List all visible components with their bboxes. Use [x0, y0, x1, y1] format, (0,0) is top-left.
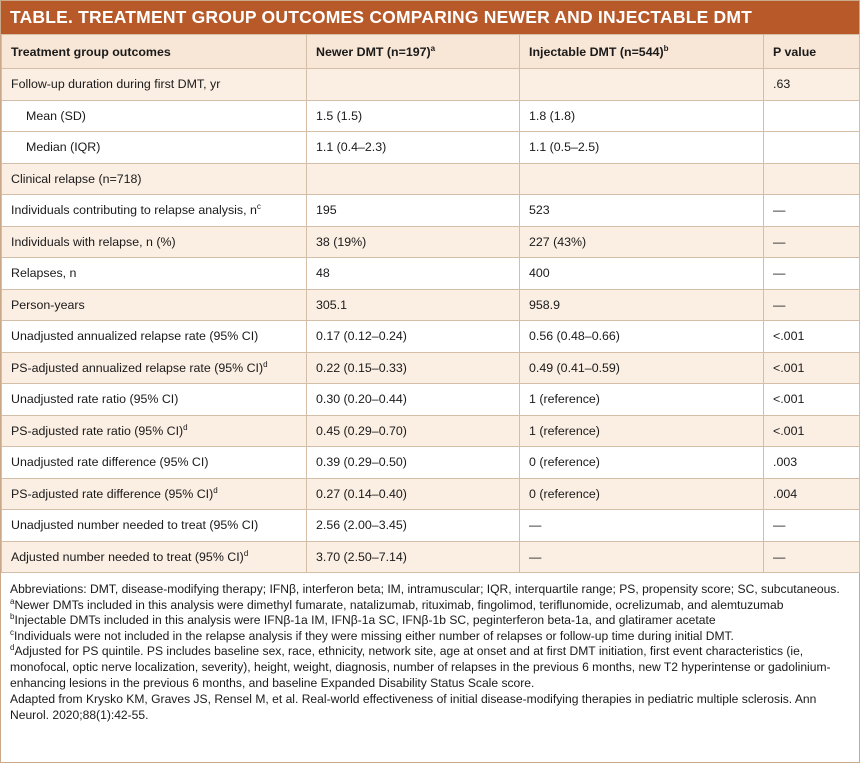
footnotes	[10, 598, 850, 692]
source-citation: Adapted from Krysko KM, Graves JS, Rensel M, et al. Real-world effectiveness of initial disease-modifying therapies in pediatric multiple sclerosis. Ann Neurol. 2020;88(1):42-55.	[10, 692, 817, 722]
table-row	[2, 384, 860, 416]
cell-p-value	[764, 132, 860, 164]
cell-p-value	[764, 163, 860, 195]
footnote-marker: d	[243, 548, 249, 558]
cell-p-value: .004	[764, 478, 860, 510]
cell-outcome: Unadjusted annualized relapse rate (95% CI)	[2, 321, 307, 353]
table-row	[2, 415, 860, 447]
table-title: TABLE. TREATMENT GROUP OUTCOMES COMPARING NEWER AND INJECTABLE DMT	[1, 1, 859, 34]
cell-injectable-dmt	[520, 69, 764, 101]
table-row	[2, 321, 860, 353]
cell-newer-dmt: 38 (19%)	[307, 226, 520, 258]
cell-injectable-dmt: 0.56 (0.48–0.66)	[520, 321, 764, 353]
footnote-marker: b	[10, 612, 15, 622]
table-row	[2, 226, 860, 258]
footnote-d: $^d$Adjusted for PS quintile. PS includes baseline sex, race, ethnicity, network site, age at onset and at first DMT initiation, first event characteristics (ie, monofocal, optic nerve localization, severity), height, weight, diagnosis, number of relapses in the previous 6 months, new T2 hyperintense or gadolinium-enhancing lesions in the previous 6 months, and baseline Expanded Disability Status Scale score.	[10, 643, 831, 690]
cell-p-value: .63	[764, 69, 860, 101]
header-newer-dmt: Newer DMT (n=197)$^a$	[307, 35, 520, 69]
footnote-c: $^c$Individuals were not included in the relapse analysis if they were missing either number of relapses or follow-up time during initial DMT.	[10, 627, 734, 643]
footnote-marker: c	[10, 627, 14, 637]
cell-p-value: <.001	[764, 384, 860, 416]
cell-injectable-dmt: 1 (reference)	[520, 384, 764, 416]
cell-outcome: PS-adjusted annualized relapse rate (95% CI)$^d$	[2, 352, 307, 384]
cell-newer-dmt: 3.70 (2.50–7.14)	[307, 541, 520, 573]
cell-newer-dmt: 1.1 (0.4–2.3)	[307, 132, 520, 164]
cell-injectable-dmt: 0 (reference)	[520, 447, 764, 479]
abbreviations-note: Abbreviations: DMT, disease-modifying therapy; IFNβ, interferon beta; IM, intramuscular; IQR, interquartile range; PS, propensity score; SC, subcutaneous.	[10, 582, 840, 596]
cell-newer-dmt: 305.1	[307, 289, 520, 321]
header-injectable-sup: b	[663, 43, 669, 53]
cell-outcome: PS-adjusted rate difference (95% CI)$^d$	[2, 478, 307, 510]
cell-newer-dmt: 0.39 (0.29–0.50)	[307, 447, 520, 479]
cell-newer-dmt: 0.17 (0.12–0.24)	[307, 321, 520, 353]
outcomes-table	[1, 34, 860, 573]
cell-outcome: Median (IQR)	[2, 132, 307, 164]
footnote-marker: d	[213, 485, 218, 495]
table-notes	[1, 573, 859, 723]
footnote-a: $^a$Newer DMTs included in this analysis were dimethyl fumarate, natalizumab, rituximab, fingolimod, teriflunomide, ocrelizumab, and alemtuzumab	[10, 596, 784, 612]
cell-newer-dmt	[307, 163, 520, 195]
cell-newer-dmt	[307, 69, 520, 101]
cell-p-value: <.001	[764, 352, 860, 384]
cell-newer-dmt: 0.27 (0.14–0.40)	[307, 478, 520, 510]
cell-injectable-dmt: 1.1 (0.5–2.5)	[520, 132, 764, 164]
cell-outcome: Individuals with relapse, n (%)	[2, 226, 307, 258]
cell-outcome: Person-years	[2, 289, 307, 321]
cell-p-value: <.001	[764, 321, 860, 353]
cell-outcome: Mean (SD)	[2, 100, 307, 132]
cell-outcome: Follow-up duration during first DMT, yr	[2, 69, 307, 101]
cell-injectable-dmt: 958.9	[520, 289, 764, 321]
cell-newer-dmt: 0.45 (0.29–0.70)	[307, 415, 520, 447]
cell-outcome: Unadjusted number needed to treat (95% CI)	[2, 510, 307, 542]
table-row	[2, 447, 860, 479]
cell-outcome: Individuals contributing to relapse analysis, $n^c$	[2, 195, 307, 227]
cell-injectable-dmt: —	[520, 541, 764, 573]
cell-injectable-dmt: 1.8 (1.8)	[520, 100, 764, 132]
table-row	[2, 163, 860, 195]
cell-injectable-dmt: 227 (43%)	[520, 226, 764, 258]
table-row	[2, 100, 860, 132]
cell-p-value: —	[764, 258, 860, 290]
cell-newer-dmt: 2.56 (2.00–3.45)	[307, 510, 520, 542]
cell-p-value: —	[764, 541, 860, 573]
table-row	[2, 510, 860, 542]
table-row	[2, 195, 860, 227]
header-newer-sup: a	[430, 43, 436, 53]
table-row	[2, 258, 860, 290]
table-row	[2, 132, 860, 164]
cell-newer-dmt: 195	[307, 195, 520, 227]
cell-p-value: —	[764, 289, 860, 321]
cell-outcome: Adjusted number needed to treat (95% CI)$^d$	[2, 541, 307, 573]
cell-p-value: —	[764, 226, 860, 258]
footnote-marker: a	[10, 596, 15, 606]
cell-p-value: —	[764, 510, 860, 542]
cell-newer-dmt: 0.30 (0.20–0.44)	[307, 384, 520, 416]
cell-outcome: Clinical relapse (n=718)	[2, 163, 307, 195]
cell-outcome: Unadjusted rate difference (95% CI)	[2, 447, 307, 479]
table-row	[2, 478, 860, 510]
header-outcomes: Treatment group outcomes	[2, 35, 307, 69]
footnote-marker: c	[256, 202, 261, 212]
cell-newer-dmt: 0.22 (0.15–0.33)	[307, 352, 520, 384]
cell-p-value: .003	[764, 447, 860, 479]
cell-newer-dmt: 1.5 (1.5)	[307, 100, 520, 132]
header-p-value: P value	[764, 35, 860, 69]
table-row	[2, 69, 860, 101]
footnote-b: $^b$Injectable DMTs included in this analysis were IFNβ-1a IM, IFNβ-1a SC, IFNβ-1b SC, peginterferon beta-1a, and glatiramer acetate	[10, 612, 716, 628]
cell-injectable-dmt: 0 (reference)	[520, 478, 764, 510]
cell-injectable-dmt: 400	[520, 258, 764, 290]
table-row	[2, 541, 860, 573]
cell-newer-dmt: 48	[307, 258, 520, 290]
header-injectable-dmt: Injectable DMT (n=544)$^b$	[520, 35, 764, 69]
cell-p-value: <.001	[764, 415, 860, 447]
cell-outcome: PS-adjusted rate ratio (95% CI)$^d$	[2, 415, 307, 447]
table-row	[2, 289, 860, 321]
cell-outcome: Unadjusted rate ratio (95% CI)	[2, 384, 307, 416]
cell-p-value	[764, 100, 860, 132]
cell-injectable-dmt: 0.49 (0.41–0.59)	[520, 352, 764, 384]
footnote-marker: d	[10, 643, 15, 653]
table-row	[2, 352, 860, 384]
cell-injectable-dmt: 523	[520, 195, 764, 227]
cell-injectable-dmt	[520, 163, 764, 195]
cell-injectable-dmt: —	[520, 510, 764, 542]
cell-injectable-dmt: 1 (reference)	[520, 415, 764, 447]
cell-outcome: Relapses, n	[2, 258, 307, 290]
table-body	[2, 69, 860, 573]
footnote-marker: d	[183, 422, 188, 432]
cell-p-value: —	[764, 195, 860, 227]
table-header-row	[2, 35, 860, 69]
footnote-marker: d	[263, 359, 268, 369]
